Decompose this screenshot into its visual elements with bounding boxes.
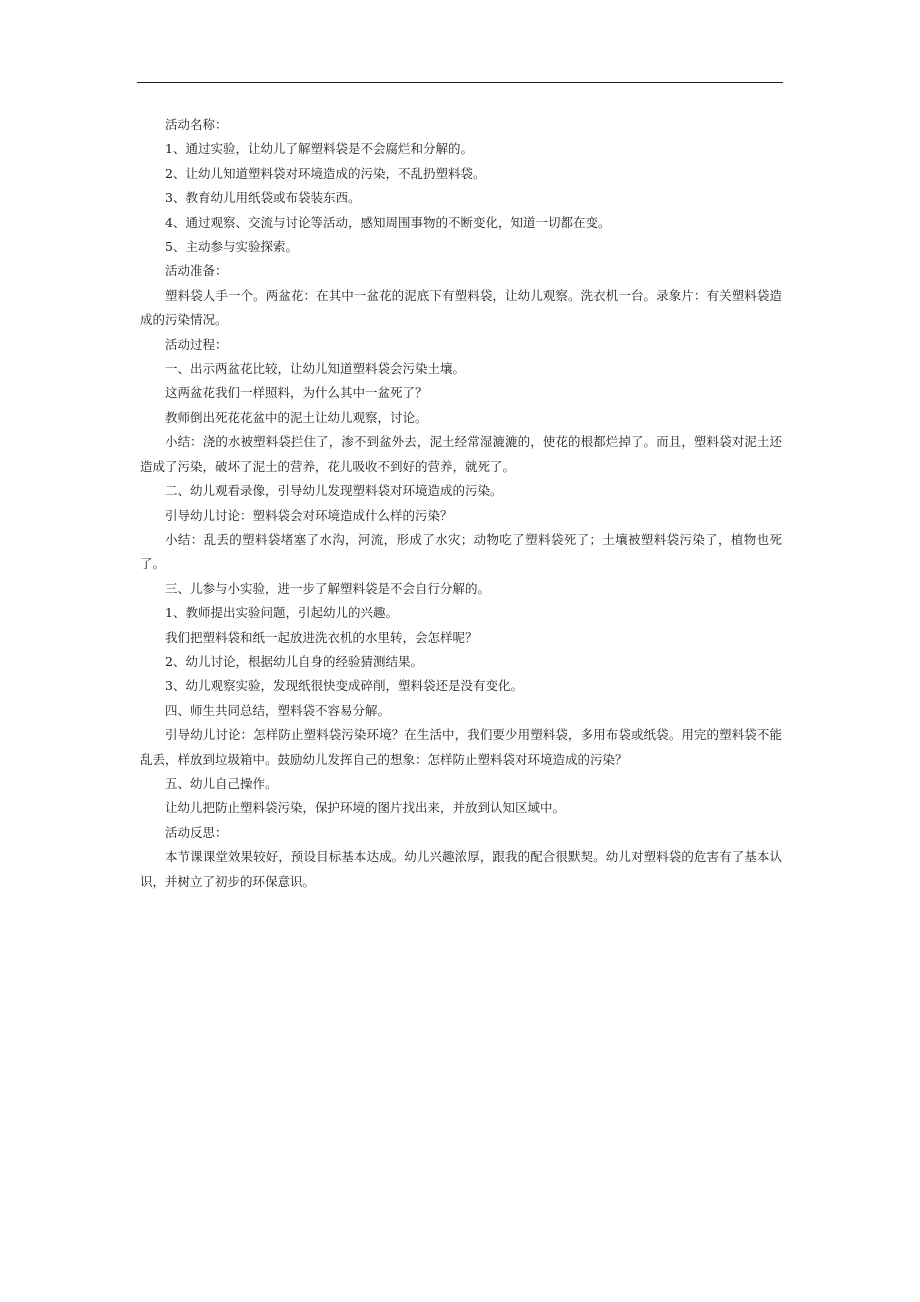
goal-item-3: 3、教育幼儿用纸袋或布袋装东西。 (165, 190, 361, 206)
process-step-1: 一、出示两盆花比较，让幼儿知道塑料袋会污染土壤。 (165, 361, 466, 377)
discussion-paragraph: 引导幼儿讨论：怎样防止塑料袋污染环境？在生活中，我们要少用塑料袋，多用布袋或纸袋。用完的塑料袋不能乱丢，样放到垃圾箱中。鼓励幼儿发挥自己的想象：怎样防止塑料袋对环境造成的污染？ (140, 727, 782, 767)
process-paragraph: 让幼儿把防止塑料袋污染，保护环境的图片找出来，并放到认知区域中。 (165, 800, 566, 816)
experiment-item-1: 1、教师提出实验问题，引起幼儿的兴趣。 (165, 605, 398, 621)
process-step-5: 五、幼儿自己操作。 (165, 775, 278, 791)
preparation-text: 塑料袋人手一个。两盆花：在其中一盆花的泥底下有塑料袋，让幼儿观察。洗衣机一台。录象片：有关塑料袋造成的污染情况。 (140, 287, 782, 328)
section-heading-preparation: 活动准备： (165, 263, 228, 279)
header-rule (137, 82, 783, 83)
goal-item-1: 1、通过实验，让幼儿了解塑料袋是不会腐烂和分解的。 (165, 141, 473, 157)
summary-paragraph: 小结：乱丢的塑料袋堵塞了水沟，河流，形成了水灾；动物吃了塑料袋死了；土壤被塑料袋污染了，植物也死了。 (140, 531, 782, 572)
section-heading-activity-name: 活动名称： (165, 117, 228, 132)
document-body (140, 113, 782, 894)
process-step-2: 二、幼儿观看录像，引导幼儿发现塑料袋对环境造成的污染。 (165, 483, 503, 499)
goal-item-4: 4、通过观察、交流与讨论等活动，感知周围事物的不断变化，知道一切都在变。 (165, 214, 611, 230)
process-paragraph: 引导幼儿讨论：塑料袋会对环境造成什么样的污染？ (165, 507, 453, 523)
summary-paragraph: 小结：浇的水被塑料袋拦住了，渗不到盆外去，泥土经常湿漉漉的，使花的根都烂掉了。而且，塑料袋对泥土还造成了污染，破坏了泥土的营养，花儿吸收不到好的营养，就死了。 (140, 434, 782, 474)
process-paragraph: 教师倒出死花花盆中的泥土让幼儿观察，讨论。 (165, 409, 428, 425)
experiment-item-2: 2、幼儿讨论，根据幼儿自身的经验猜测结果。 (165, 653, 423, 669)
reflection-text: 本节课课堂效果较好，预设目标基本达成。幼儿兴趣浓厚，跟我的配合很默契。幼儿对塑料袋的危害有了基本认识，并树立了初步的环保意识。 (140, 849, 782, 889)
goal-item-2: 2、让幼儿知道塑料袋对环境造成的污染，不乱扔塑料袋。 (165, 165, 486, 181)
process-paragraph: 我们把塑料袋和纸一起放进洗衣机的水里转，会怎样呢？ (165, 629, 478, 645)
process-paragraph: 这两盆花我们一样照料，为什么其中一盆死了？ (165, 385, 428, 401)
goal-item-5: 5、主动参与实验探索。 (165, 239, 298, 255)
process-step-4: 四、师生共同总结，塑料袋不容易分解。 (165, 702, 391, 718)
experiment-item-3: 3、幼儿观察实验，发现纸很快变成碎削，塑料袋还是没有变化。 (165, 678, 523, 694)
section-heading-process: 活动过程： (165, 336, 228, 352)
section-heading-reflection: 活动反思： (165, 824, 228, 840)
process-step-3: 三、儿参与小实验，进一步了解塑料袋是不会自行分解的。 (165, 580, 491, 596)
